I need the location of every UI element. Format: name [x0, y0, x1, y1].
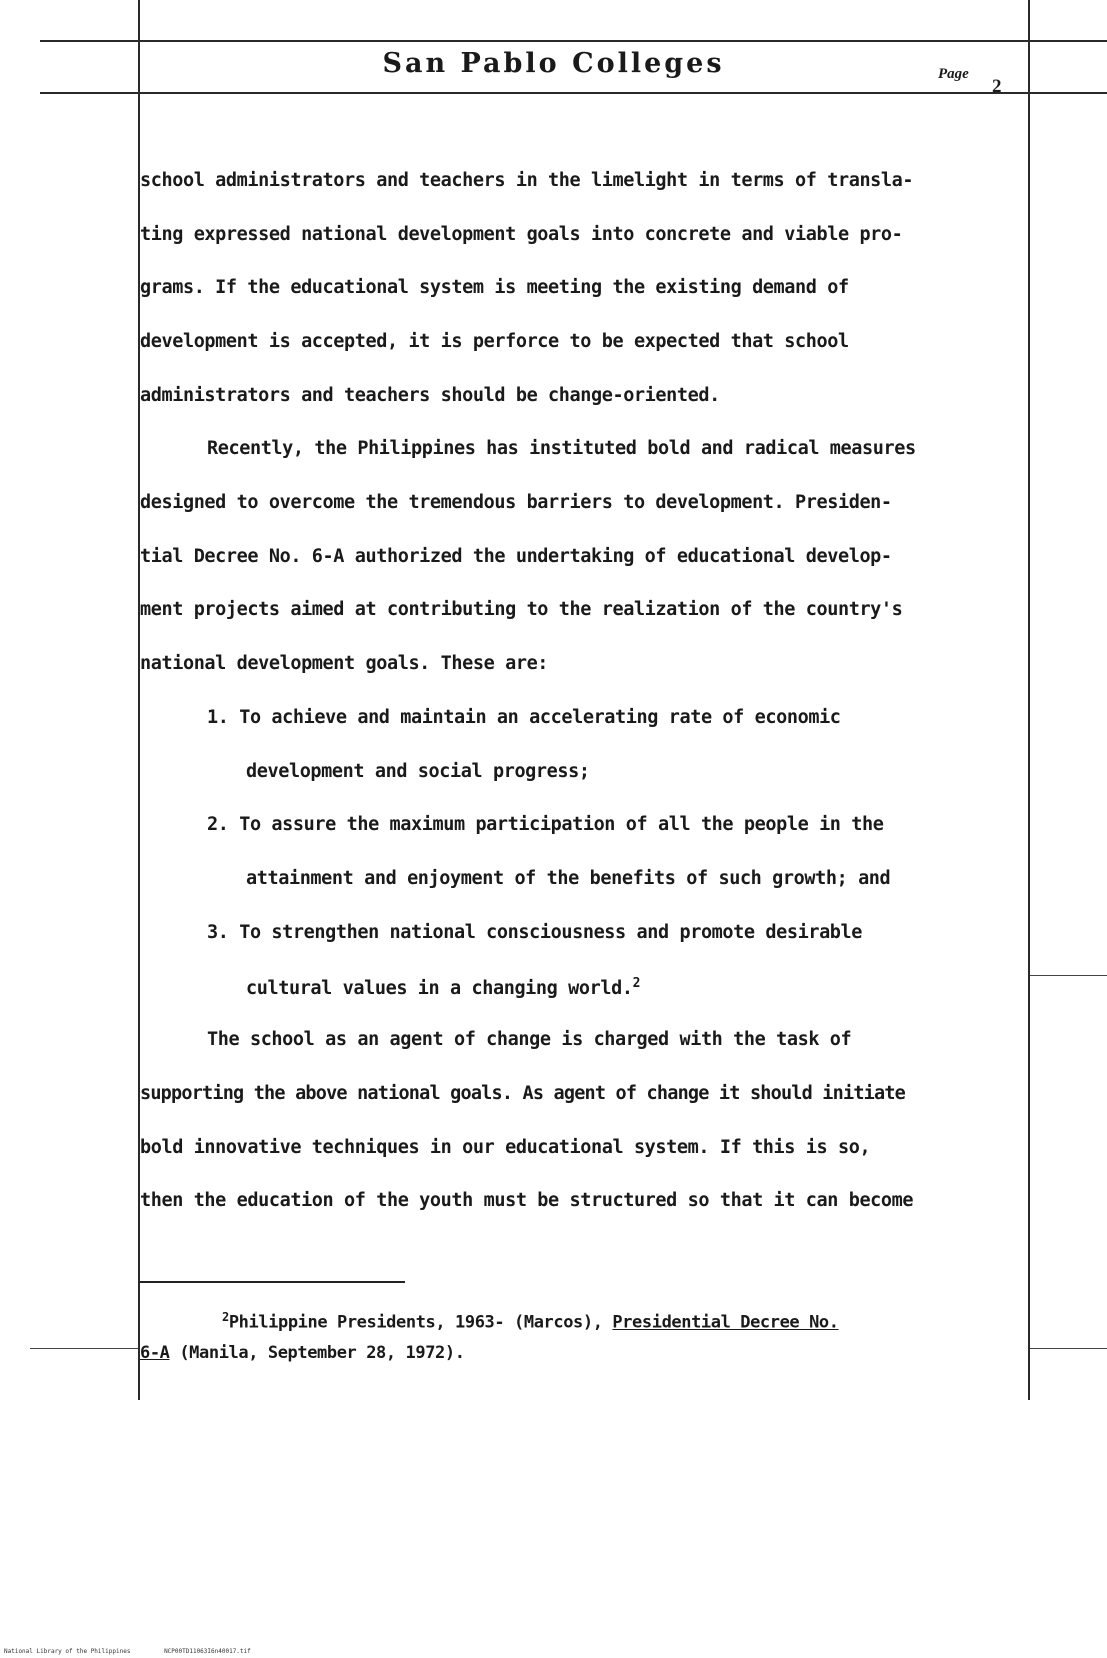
margin-tick: [1030, 975, 1107, 976]
footnote-rule: [140, 1281, 405, 1283]
list-item-continuation: development and social progress;: [246, 761, 590, 782]
college-name-header: San Pablo Colleges: [382, 48, 725, 79]
text-line: Recently, the Philippines has instituted bold and radical measures: [207, 438, 916, 459]
page-label: Page: [938, 66, 969, 82]
scan-footer: [4, 1648, 281, 1655]
text-line: supporting the above national goals. As agent of change it should initiate: [140, 1083, 906, 1104]
top-rule: [40, 40, 1107, 42]
footnote-reference: 2: [632, 976, 641, 991]
margin-tick: [1030, 1348, 1107, 1349]
text-line: administrators and teachers should be change-oriented.: [140, 385, 720, 406]
footer-file-id: NCP00TD11063I6n40017.tif: [164, 1648, 251, 1655]
list-item-continuation: attainment and enjoyment of the benefits of such growth; and: [246, 868, 891, 889]
text-line: The school as an agent of change is charged with the task of: [207, 1029, 852, 1050]
list-item: 2. To assure the maximum participation of all the people in the: [207, 814, 884, 835]
text-line: development is accepted, it is perforce to be expected that school: [140, 331, 849, 352]
margin-tick: [30, 1348, 138, 1349]
list-item-continuation: cultural values in a changing world.$^2$: [246, 976, 641, 1000]
footnote-line-2: 6-A (Manila, September 28, 1972).: [140, 1343, 465, 1363]
list-item: 3. To strengthen national consciousness and promote desirable: [207, 922, 863, 943]
page-number: 2: [992, 76, 1002, 97]
text-line: national development goals. These are:: [140, 653, 549, 674]
text-line: bold innovative techniques in our educational system. If this is so,: [140, 1137, 871, 1158]
text-line: ment projects aimed at contributing to the realization of the country's: [140, 599, 903, 620]
text-line: school administrators and teachers in the limelight in terms of transla-: [140, 170, 914, 191]
text-line: ting expressed national development goals into concrete and viable pro-: [140, 224, 903, 245]
footnote-line-1: $^2$Philippine Presidents, 1963- (Marcos), Presidential Decree No.: [222, 1310, 839, 1333]
text-line: tial Decree No. 6-A authorized the undertaking of educational develop-: [140, 546, 892, 567]
footnote-marker: 2: [222, 1310, 229, 1324]
text-line: then the education of the youth must be structured so that it can become: [140, 1190, 914, 1211]
right-margin-rule: [1028, 0, 1030, 1400]
text-line: grams. If the educational system is meeting the existing demand of: [140, 277, 849, 298]
footer-source: National Library of the Philippines: [4, 1648, 131, 1655]
list-item: 1. To achieve and maintain an accelerating rate of economic: [207, 707, 841, 728]
header-rule: [40, 92, 1107, 94]
text-line: designed to overcome the tremendous barriers to development. Presiden-: [140, 492, 892, 513]
